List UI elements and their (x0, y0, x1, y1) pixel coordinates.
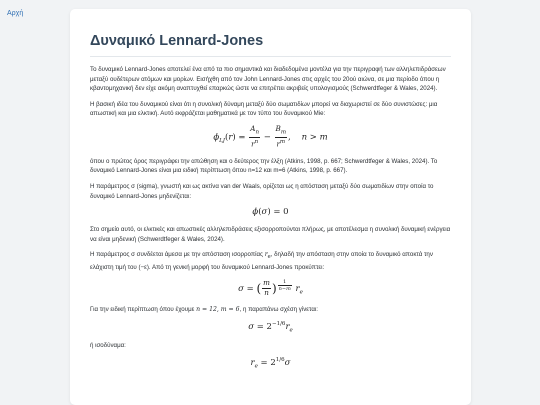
paragraph-mie-intro: Η βασική ιδέα του δυναμικού είναι ότι η συνολική δύναμη μεταξύ δύο σωματιδίων μπορεί να διαχωριστεί σε δύο συνιστώσες: μια απωστική και μια ελκτική. Αυτό εκφράζεται μαθηματικά με τον τύπο του δυναμικού Mie: (90, 100, 438, 118)
equation-sigma-zero: ϕ(σ) = 0 (252, 207, 289, 218)
page-title: Δυναμικό Lennard-Jones (90, 33, 264, 49)
equation-sigma-lj: $\sigma = 2^{-1/6}r_e$ (248, 320, 293, 334)
paragraph-balance: Στο σημείο αυτό, οι ελκτικές και απωστικές αλληλεπιδράσεις εξισορροπούνται πλήρως, με αποτέλεσμα η συνολική δυναμική ενέργεια να είναι μηδενική (Schwerdtfeger & Wales, 2024). (90, 226, 451, 243)
equation-sigma-general: σ = ( $\frac{m}{n}$ ) $^{\frac{1}{n-m}}$ $r_e$ (238, 278, 303, 297)
home-link[interactable]: Αρχή (7, 10, 24, 17)
paragraph-equilibrium: Η παράμετρος σ συνδέεται άμεσα με την απόσταση ισορροπίας $r_e$, δηλαδή την απόσταση στην οποία το δυναμικό αποκτά την ελάχιστη τιμή του (−ε). Από τη γενική μορφή του δυναμικού Lennard-Jones προκύπτει: (90, 251, 433, 272)
paragraph-special-case: Για την ειδική περίπτωση όπου έχουμε n = 12, m = 6, η παραπάνω σχέση γίνεται: (90, 306, 318, 314)
paragraph-terms: όπου ο πρώτος όρος περιγράφει την απώθηση και ο δεύτερος την έλξη (Atkins, 1998, p. 667; Schwerdtfeger & Wales, 2024). Το δυναμικό Lennard-Jones είναι μια ειδική περίπτωση όπου n=12 και m=6 (Atkins, 1998, p. 667). (90, 157, 438, 175)
article-card (70, 9, 471, 405)
equation-re: $r_e = 2^{1/6}\sigma$ (250, 356, 291, 370)
title-divider (90, 56, 451, 57)
paragraph-sigma-definition: Η παράμετρος σ (sigma), γνωστή και ως ακτίνα van der Waals, ορίζεται ως η απόσταση μεταξύ δύο σωματιδίων στην οποία το δυναμικό Lennard-Jones μηδενίζεται: (90, 182, 434, 200)
paragraph-equivalently: ή ισοδύναμα: (90, 342, 126, 350)
equation-mie-potential: $\phi_{LJ}(r)$ = $\frac{A_n}{r^n}$ − $\frac{B_m}{r^m}$ , n > m (213, 123, 328, 149)
paragraph-intro: Το δυναμικό Lennard-Jones αποτελεί ένα από τα πιο σημαντικά και διαδεδομένα μοντέλα για την περιγραφή των αλληλεπιδράσεων μεταξύ ουδέτερων ατόμων και μορίων. Εισήχθη από τον John Lennard-Jones στις αρχές του 20ού αιώνα, σε μια περίοδο όπου η κβαντομηχανική δεν είχε ακόμη αναπτυχθεί επαρκώς ώστε να επιτρέπει ακριβείς υπολογισμούς (Schwerdtfeger & Wales, 2024). (90, 66, 446, 93)
